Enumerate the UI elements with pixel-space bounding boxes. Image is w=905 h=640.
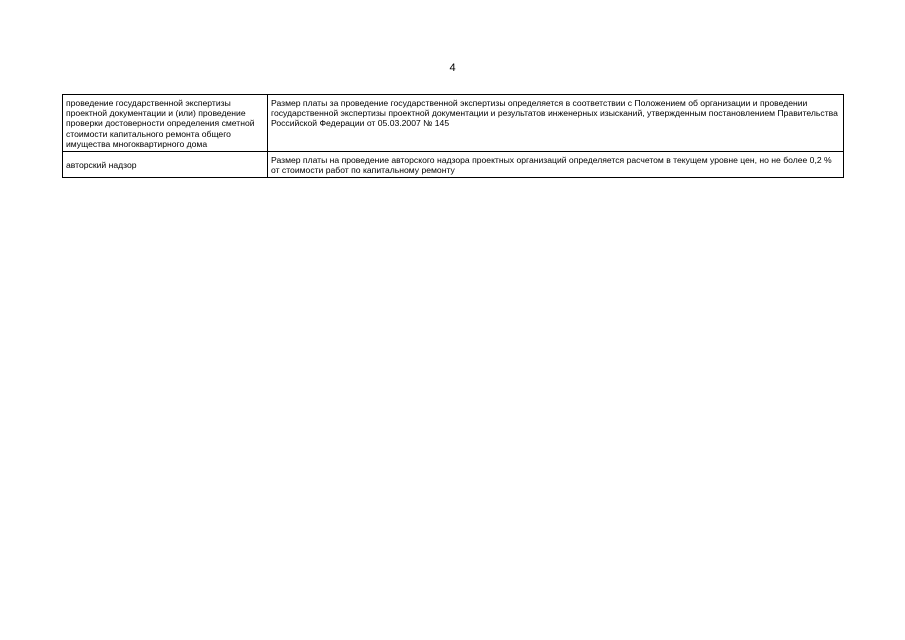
fee-cell: Размер платы на проведение авторского надзора проектных организаций определяется расчетом в текущем уровне цен, но не более 0,2 % от стоимости работ по капитальному ремонту	[268, 152, 844, 178]
service-cell: авторский надзор	[63, 152, 268, 178]
table-row	[63, 152, 844, 178]
fee-table	[62, 94, 844, 178]
service-cell: проведение государственной экспертизы проектной документации и (или) проведение проверки достоверности определения сметной стоимости капитального ремонта общего имущества многоквартирного дома	[63, 95, 268, 152]
page-number: 4	[449, 62, 456, 74]
fee-cell: Размер платы за проведение государственной экспертизы определяется в соответствии с Положением об организации и проведении государственной экспертизы проектной документации и результатов инженерных изысканий, утвержденным постановлением Правительства Российской Федерации от 05.03.2007 № 145	[268, 95, 844, 152]
table-row	[63, 95, 844, 152]
